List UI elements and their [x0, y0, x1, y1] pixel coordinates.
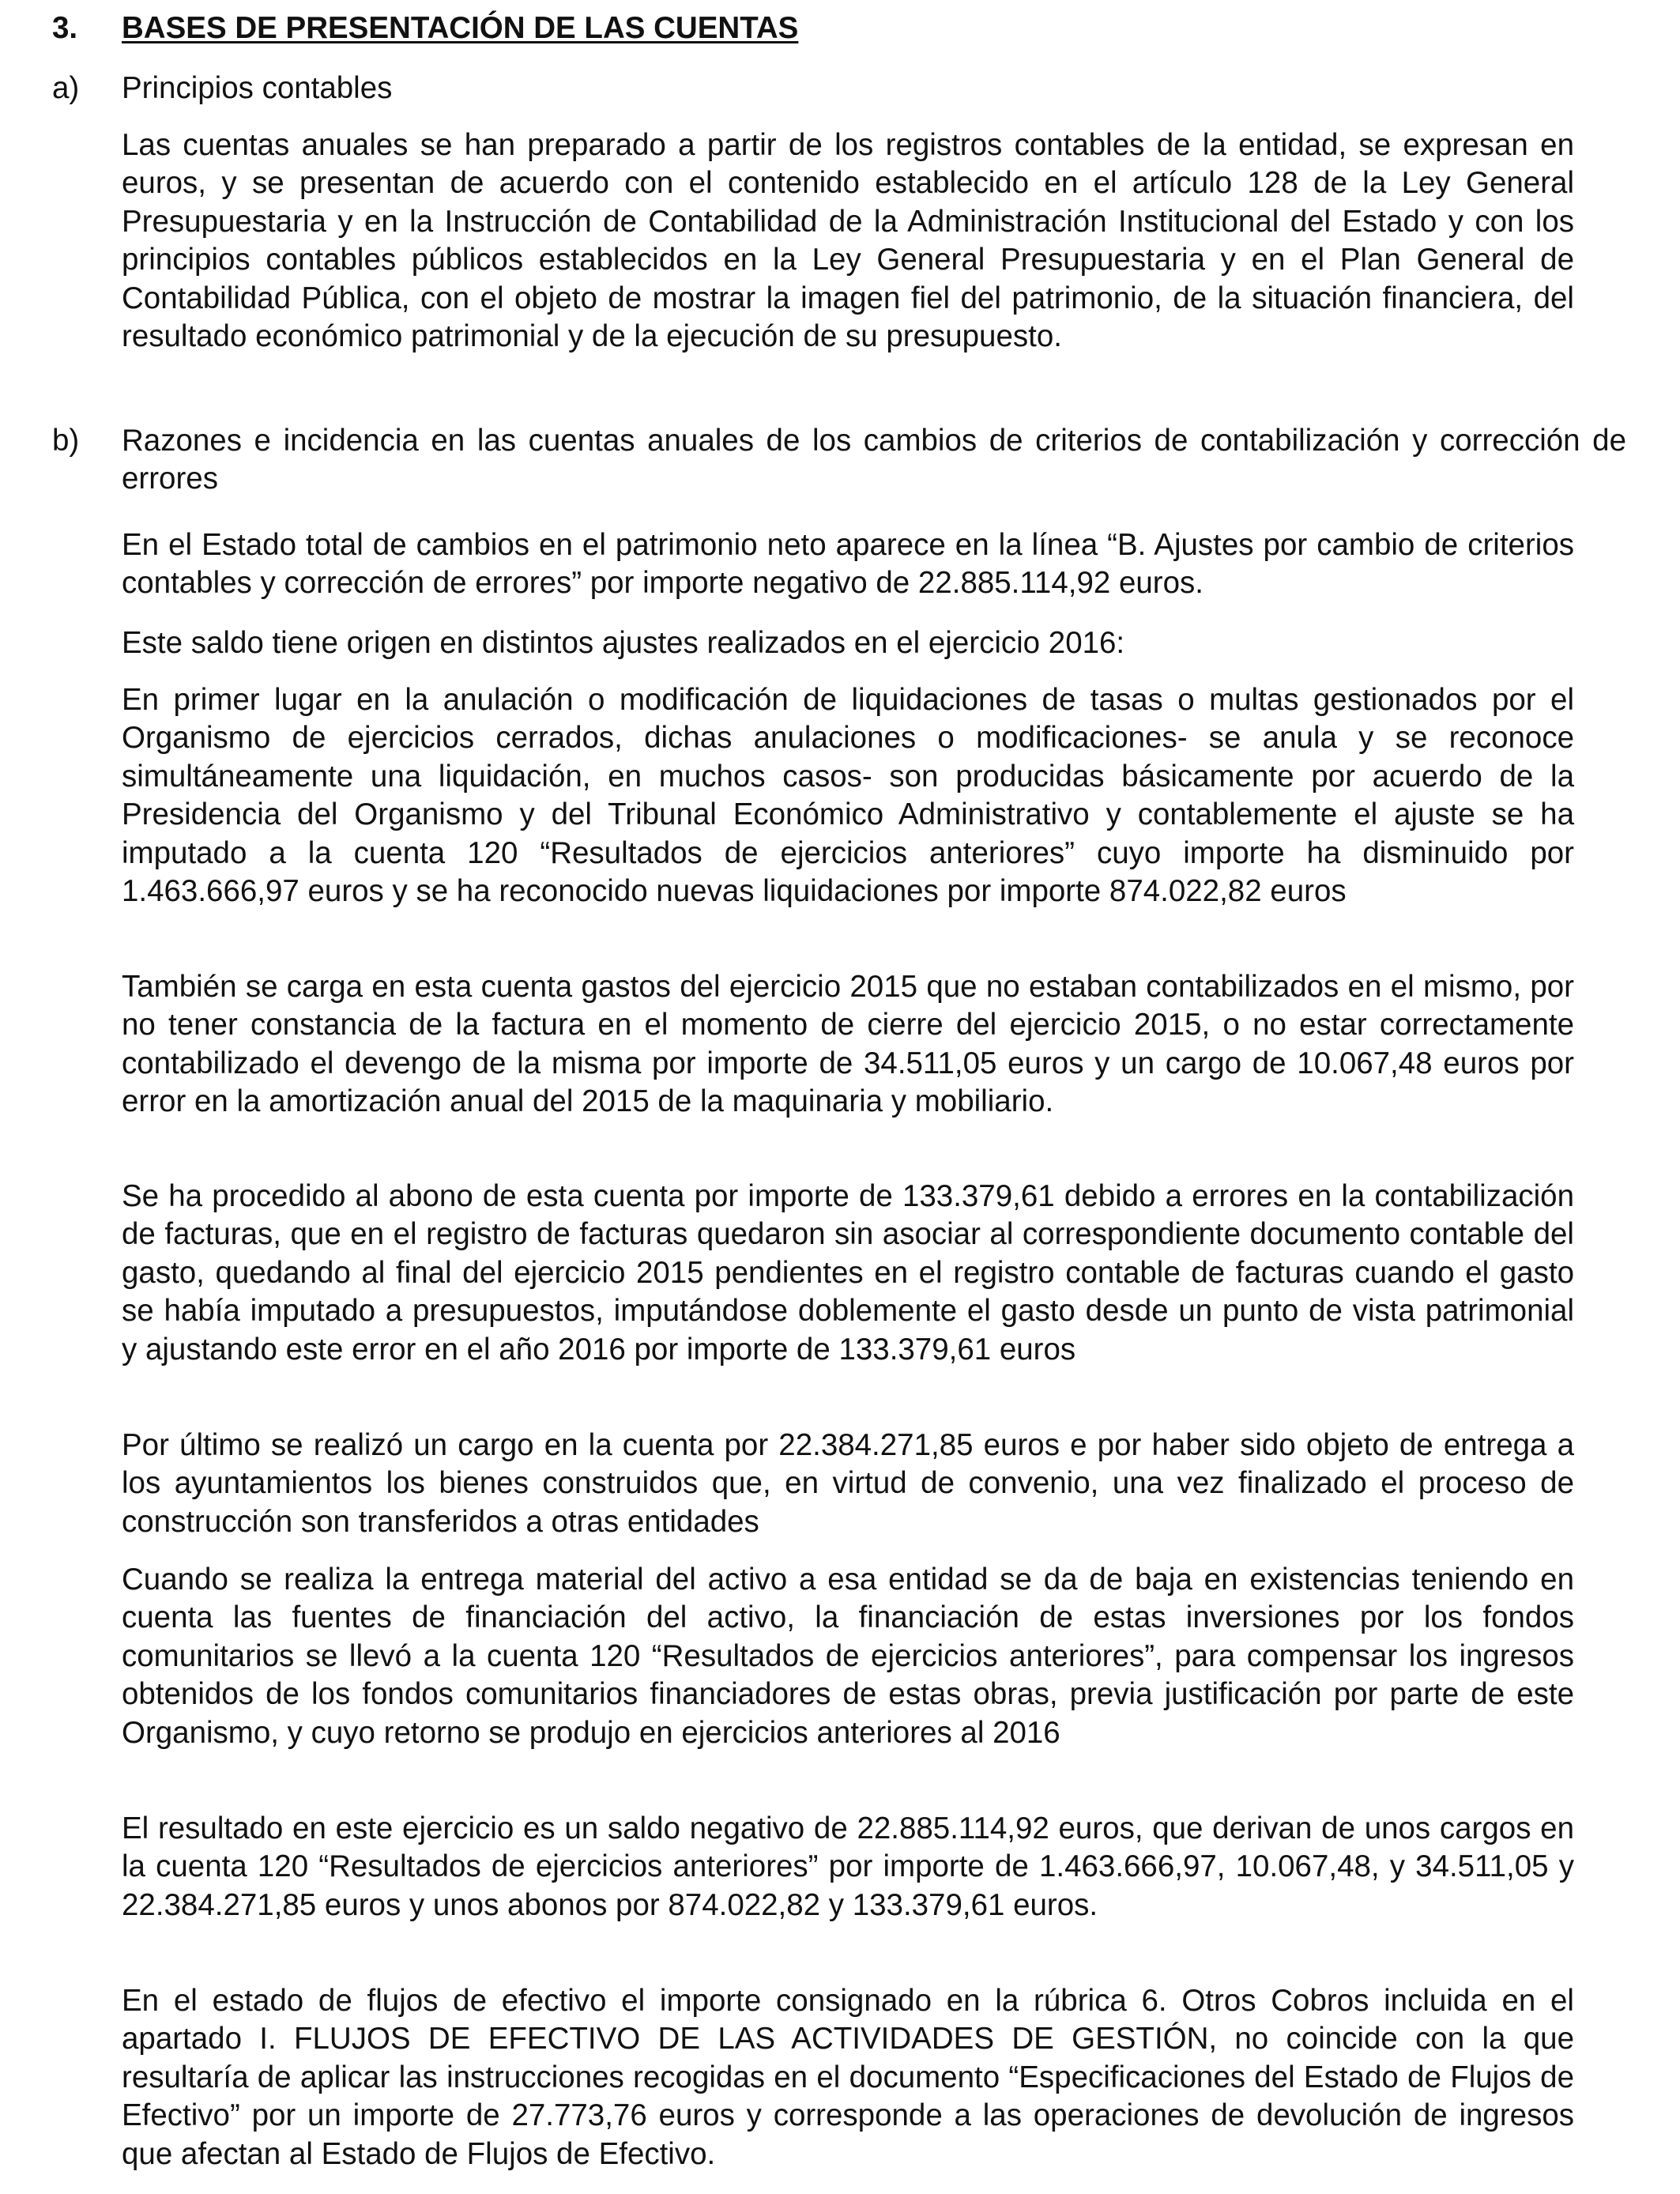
paragraph-b-4: También se carga en esta cuenta gastos del ejercicio 2015 que no estaban contabilizados en el mismo, por no tener constancia de la factura en el momento de cierre del ejercicio 2015, o no estar correctamente contabilizado el devengo de la misma por importe de 34.511,05 euros y un cargo de 10.067,48 euros por error en la amortización anual del 2015 de la maquinaria y mobiliario. [122, 970, 1574, 1119]
paragraph-b-2: Este saldo tiene origen en distintos ajustes realizados en el ejercicio 2016: [122, 626, 1125, 660]
subsection-b-title: Razones e incidencia en las cuentas anuales de los cambios de criterios de contabilización y corrección de errores [122, 424, 1626, 496]
paragraph-b-5: Se ha procedido al abono de esta cuenta por importe de 133.379,61 debido a errores en la contabilización de facturas, que en el registro de facturas quedaron sin asociar al correspondiente documento contable del gasto, quedando al final del ejercicio 2015 pendientes en el registro contable de facturas cuando el gasto se había imputado a presupuestos, imputándose doblemente el gasto desde un punto de vista patrimonial y ajustando este error en el año 2016 por importe de 133.379,61 euros [122, 1179, 1574, 1367]
section-number: 3. [52, 11, 78, 45]
subsection-b-letter: b) [52, 424, 80, 458]
subsection-a-letter: a) [52, 71, 80, 105]
paragraph-b-6: Por último se realizó un cargo en la cuenta por 22.384.271,85 euros e por haber sido objeto de entrega a los ayuntamientos los bienes construidos que, en virtud de convenio, una vez finalizado el proceso de construcción son transferidos a otras entidades [122, 1428, 1574, 1539]
paragraph-principios-contables: Las cuentas anuales se han preparado a partir de los registros contables de la entidad, se expresan en euros, y se presentan de acuerdo con el contenido establecido en el artículo 128 de la Ley General Presupuestaria y en la Instrucción de Contabilidad de la Administración Institucional del Estado y con los principios contables públicos establecidos en la Ley General Presupuestaria y en el Plan General de Contabilidad Pública, con el objeto de mostrar la imagen fiel del patrimonio, de la situación financiera, del resultado económico patrimonial y de la ejecución de su presupuesto. [122, 128, 1574, 354]
paragraph-b-8: El resultado en este ejercicio es un saldo negativo de 22.885.114,92 euros, que derivan de unos cargos en la cuenta 120 “Resultados de ejercicios anteriores” por importe de 1.463.666,97, 10.067,48, y 34.511,05 y 22.384.271,85 euros y unos abonos por 874.022,82 y 133.379,61 euros. [122, 1811, 1574, 1922]
subsection-a-title: Principios contables [122, 71, 393, 105]
paragraph-b-3: En primer lugar en la anulación o modificación de liquidaciones de tasas o multas gestionados por el Organismo de ejercicios cerrados, dichas anulaciones o modificaciones- se anula y se reconoce simultáneamente una liquidación, en muchos casos- son producidas básicamente por acuerdo de la Presidencia del Organismo y del Tribunal Económico Administrativo y contablemente el ajuste se ha imputado a la cuenta 120 “Resultados de ejercicios anteriores” cuyo importe ha disminuido por 1.463.666,97 euros y se ha reconocido nuevas liquidaciones por importe 874.022,82 euros [122, 683, 1574, 909]
paragraph-b-7: Cuando se realiza la entrega material del activo a esa entidad se da de baja en existencias teniendo en cuenta las fuentes de financiación del activo, la financiación de estas inversiones por los fondos comunitarios se llevó a la cuenta 120 “Resultados de ejercicios anteriores”, para compensar los ingresos obtenidos de los fondos comunitarios financiadores de estas obras, previa justificación por parte de este Organismo, y cuyo retorno se produjo en ejercicios anteriores al 2016 [122, 1563, 1574, 1750]
section-title: BASES DE PRESENTACIÓN DE LAS CUENTAS [122, 11, 799, 45]
paragraph-b-1: En el Estado total de cambios en el patrimonio neto aparece en la línea “B. Ajustes por cambio de criterios contables y corrección de errores” por importe negativo de 22.885.114,92 euros. [122, 528, 1574, 601]
paragraph-b-9: En el estado de flujos de efectivo el importe consignado en la rúbrica 6. Otros Cobros incluida en el apartado I. FLUJOS DE EFECTIVO DE LAS ACTIVIDADES DE GESTIÓN, no coincide con la que resultaría de aplicar las instrucciones recogidas en el documento “Especificaciones del Estado de Flujos de Efectivo” por un importe de 27.773,76 euros y corresponde a las operaciones de devolución de ingresos que afectan al Estado de Flujos de Efectivo. [122, 1984, 1574, 2171]
